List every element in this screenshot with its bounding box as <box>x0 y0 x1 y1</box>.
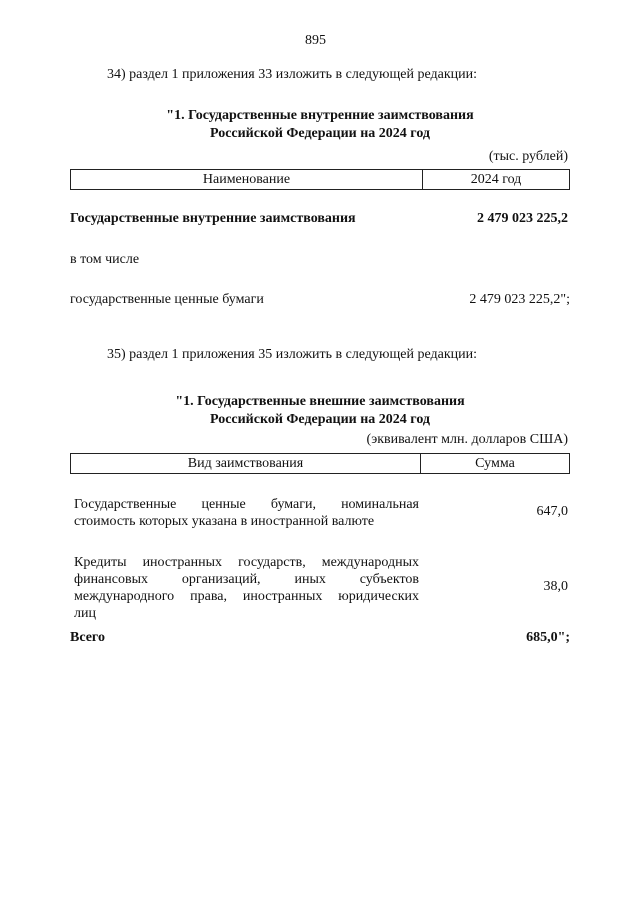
section34-title-line1: "1. Государственные внутренние заимствования <box>166 108 474 123</box>
label-line: финансовых организаций, иных субъектов <box>74 572 419 587</box>
section35-intro: 35) раздел 1 приложения 35 изложить в следующей редакции: <box>107 347 477 362</box>
row-foreign-credits-value: 38,0 <box>543 579 568 594</box>
row-foreign-securities-value: 647,0 <box>536 504 568 519</box>
row-domestic-value: 2 479 023 225,2 <box>477 211 568 226</box>
label-line: лиц <box>74 606 96 621</box>
section35-title-line2: Российской Федерации на 2024 год <box>209 412 430 427</box>
label-line: международного права, иностранных юридических <box>74 589 419 604</box>
col-header-type: Вид заимствования <box>187 456 304 471</box>
total-label: Всего <box>70 630 105 645</box>
section35-units: (эквивалент млн. долларов США) <box>366 432 568 447</box>
row-domestic-label: Государственные внутренние заимствования <box>70 211 356 226</box>
col-header-name: Наименование <box>202 172 291 187</box>
section34-table-header <box>70 169 570 190</box>
row-foreign-securities-label <box>74 496 419 530</box>
col-header-year: 2024 год <box>470 172 522 187</box>
section35-table-header <box>70 453 570 474</box>
section34-title-line2: Российской Федерации на 2024 год <box>209 126 430 141</box>
label-line: Кредиты иностранных государств, международных <box>74 555 419 570</box>
label-line: стоимость которых указана в иностранной валюте <box>74 514 375 529</box>
col-header-sum: Сумма <box>475 456 515 471</box>
row-securities-value: 2 479 023 225,2"; <box>469 292 570 307</box>
section35-title-line1: "1. Государственные внешние заимствования <box>175 394 465 409</box>
row-securities-label: государственные ценные бумаги <box>70 292 264 307</box>
total-value: 685,0"; <box>526 630 570 645</box>
section34-intro: 34) раздел 1 приложения 33 изложить в следующей редакции: <box>107 67 477 82</box>
label-line: Государственные ценные бумаги, номинальная <box>74 497 419 512</box>
row-foreign-credits-label <box>74 554 419 622</box>
page-number: 895 <box>305 33 326 48</box>
row-including-label: в том числе <box>70 252 140 267</box>
section34-units: (тыс. рублей) <box>488 149 568 164</box>
